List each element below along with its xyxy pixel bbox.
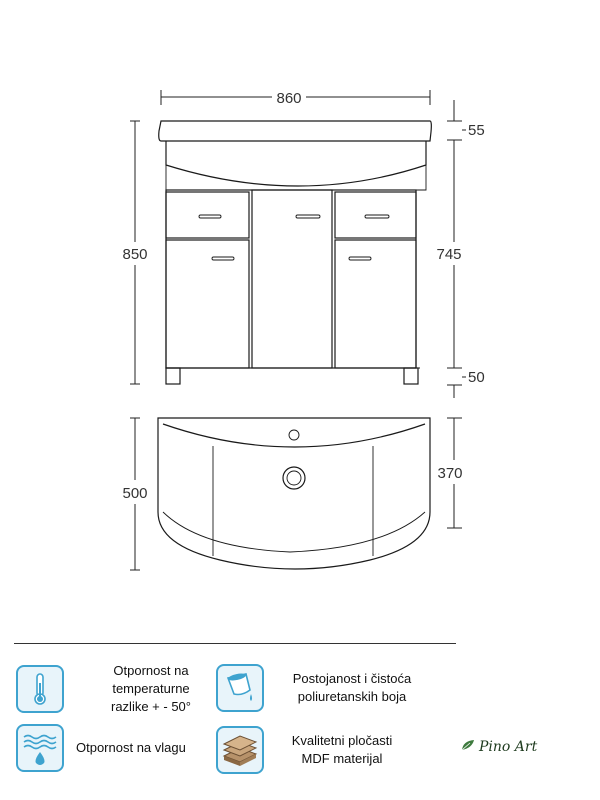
faucet-hole [289, 430, 299, 440]
center-door-handle [296, 215, 320, 218]
dim-width [161, 90, 430, 107]
left-door [166, 240, 249, 368]
dim-width-label: 860 [276, 90, 302, 107]
dim-cabinet-height-label: 745 [436, 246, 462, 263]
sink-outline [158, 418, 430, 569]
divider [14, 643, 456, 644]
basin-rim [163, 424, 425, 447]
brand-logo [460, 738, 537, 756]
dim-basin-depth [437, 418, 462, 528]
right-door-handle [349, 257, 371, 260]
dim-total-height-label: 850 [122, 246, 148, 263]
mdf-boards-icon [216, 726, 264, 774]
feature-temperature [16, 662, 212, 716]
dim-basin-depth-label: 370 [437, 465, 463, 482]
logo-text: Pino Art [479, 739, 538, 755]
top-view [158, 418, 430, 569]
cabinet-body [166, 190, 416, 368]
feature-paint [216, 664, 422, 712]
left-leg [166, 368, 180, 384]
water-drop-icon [16, 724, 64, 772]
basin-curve [166, 141, 426, 186]
front-view [159, 121, 432, 384]
feature-temperature-text: Otpornost na temperaturne razlike + - 50° [111, 663, 191, 714]
thermometer-icon [16, 665, 64, 713]
paint-bucket-icon [216, 664, 264, 712]
feature-moisture [16, 724, 186, 772]
dim-total-height [122, 121, 147, 384]
feature-mdf [216, 726, 402, 774]
right-drawer-handle [365, 215, 389, 218]
leaf-icon [460, 738, 476, 756]
left-drawer-handle [199, 215, 221, 218]
dim-depth [122, 418, 147, 570]
dim-legs-height-label: 50 [468, 369, 485, 386]
sink-top [159, 121, 432, 141]
right-leg [404, 368, 418, 384]
left-door-handle [212, 257, 234, 260]
dim-depth-label: 500 [122, 485, 148, 502]
dim-sink-height-label: 55 [468, 122, 485, 139]
dim-right-stack [436, 100, 484, 398]
feature-paint-text: Postojanost i čistoća poliuretanskih boja [292, 671, 412, 704]
drain [283, 467, 305, 489]
right-door [335, 240, 416, 368]
feature-mdf-text: Kvalitetni pločasti MDF materijal [291, 733, 393, 766]
feature-moisture-text: Otpornost na vlagu [76, 740, 186, 755]
